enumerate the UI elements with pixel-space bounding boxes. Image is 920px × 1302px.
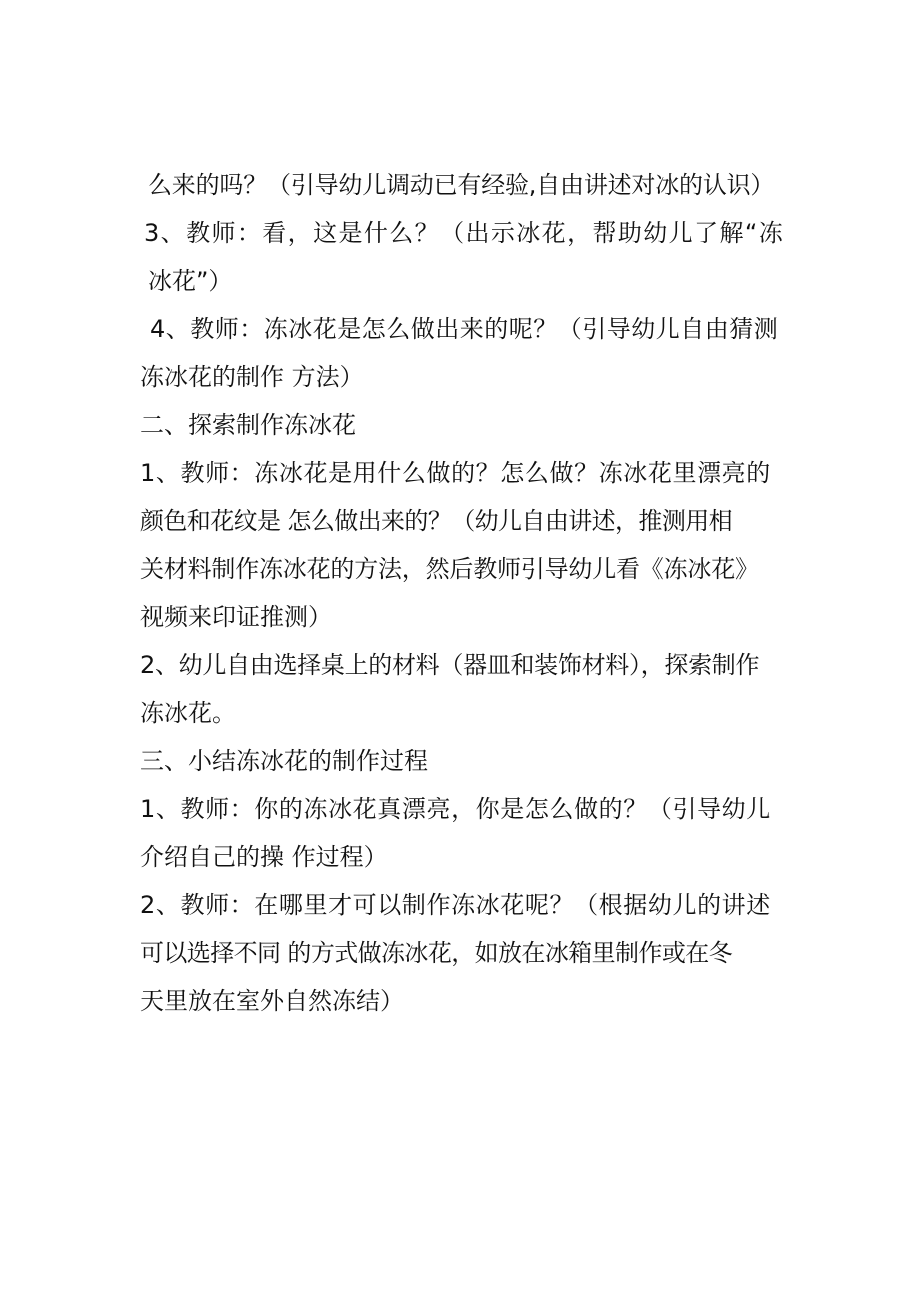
- text-line: 冻冰花。: [140, 699, 236, 727]
- text-line: 关材料制作冻冰花的方法，然后教师引导幼儿看《冻冰花》: [140, 555, 759, 583]
- text-line: 4、教师：冻冰花是怎么做出来的呢？（引导幼儿自由猜测: [150, 315, 779, 343]
- text-line: 么来的吗？（引导幼儿调动已有经验,自由讲述对冰的认识）: [148, 171, 775, 199]
- text-line: 1、教师：你的冻冰花真漂亮，你是怎么做的？（引导幼儿: [140, 795, 771, 823]
- text-line: 2、教师：在哪里才可以制作冻冰花呢？（根据幼儿的讲述: [140, 891, 771, 919]
- text-line: 冰花”）: [148, 267, 233, 295]
- text-line: 颜色和花纹是 怎么做出来的？（幼儿自由讲述，推测用相: [140, 507, 733, 535]
- text-line: 2、幼儿自由选择桌上的材料（器皿和装饰材料），探索制作: [140, 651, 760, 679]
- text-line: 三、小结冻冰花的制作过程: [140, 747, 428, 775]
- text-line: 视频来印证推测）: [140, 603, 332, 631]
- text-line: 冻冰花的制作 方法）: [140, 363, 364, 391]
- text-line: 介绍自己的操 作过程）: [140, 843, 388, 871]
- text-line: 二、探索制作冻冰花: [140, 411, 356, 439]
- text-line: 可以选择不同 的方式做冻冰花，如放在冰箱里制作或在冬: [140, 939, 733, 967]
- text-line: 天里放在室外自然冻结）: [140, 987, 404, 1015]
- text-line: 3、教师：看，这是什么？（出示冰花，帮助幼儿了解“冻: [144, 219, 785, 247]
- text-line: 1、教师：冻冰花是用什么做的？怎么做？冻冰花里漂亮的: [140, 459, 771, 487]
